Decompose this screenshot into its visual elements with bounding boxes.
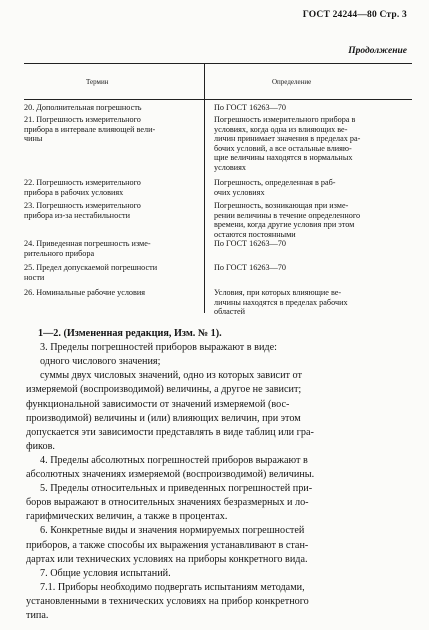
body-line: 7.1. Приборы необходимо подвергать испытаниям методами,: [40, 581, 305, 593]
term-line: чины: [24, 134, 43, 144]
page-header: ГОСТ 24244—80 Стр. 3: [302, 10, 407, 20]
definition-line: остаются постоянными: [214, 229, 296, 239]
table-row-term: [24, 288, 184, 298]
definition-line: Условия, при которых влияющие ве-: [214, 288, 342, 297]
term-line: прибора из-за нестабильности: [24, 210, 130, 220]
definition-line: рении величины в течение определенного: [214, 210, 361, 220]
definition-line: щие величины находятся в нормальных: [214, 153, 353, 163]
table-row-definition: [214, 263, 392, 273]
body-line: функциональной зависимости от значений измеряемой (вос-: [26, 398, 290, 410]
definition-line: условиях: [214, 162, 247, 172]
table-row-definition: [214, 178, 392, 197]
table-row-definition: [214, 201, 392, 239]
definition-line: По ГОСТ 16263—70: [214, 239, 286, 248]
table-row-term: [24, 201, 184, 220]
table-header-rule: [24, 99, 412, 100]
table-row-definition: [214, 239, 392, 249]
body-line: установленными в технических условиях на прибор конкретного: [26, 595, 309, 607]
term-line: ности: [24, 272, 45, 282]
body-line: измеряемой (воспроизводимой) величины, а другое не зависит;: [26, 384, 302, 396]
amendment-note: 1—2. (Измененная редакция, Изм. № 1).: [38, 328, 222, 339]
table-row-term: [24, 178, 184, 197]
term-line: 25. Предел допускаемой погрешности: [24, 263, 158, 272]
definition-line: областей: [214, 307, 246, 317]
definition-line: очих условиях: [214, 187, 265, 197]
definition-line: времени, когда другие условия при этом: [214, 220, 355, 230]
definition-line: личины находятся в пределах рабочих: [214, 297, 348, 307]
body-line: типа.: [26, 610, 49, 621]
definition-line: По ГОСТ 16263—70: [214, 263, 286, 272]
body-line: производимой) величины и (или) влияющих величин, при этом: [26, 412, 301, 424]
body-line: боров выражают в относительных значениях безразмерных и ло-: [26, 497, 309, 509]
term-line: прибора в рабочих условиях: [24, 187, 124, 197]
term-line: 22. Погрешность измерительного: [24, 178, 141, 187]
definition-line: Погрешность, определенная в раб-: [214, 178, 336, 187]
term-line: рительного прибора: [24, 248, 95, 258]
body-line: одного числового значения;: [40, 356, 161, 368]
body-line: 3. Пределы погрешностей приборов выражают в виде:: [40, 342, 277, 354]
body-line: 7. Общие условия испытаний.: [40, 567, 171, 579]
continuation-label: Продолжение: [348, 46, 407, 56]
table-row-term: [24, 103, 184, 113]
definition-line: По ГОСТ 16263—70: [214, 103, 286, 112]
body-line: 5. Пределы относительных и приведенных погрешностей при-: [40, 483, 313, 495]
body-line: 6. Конкретные виды и значения нормируемых погрешностей: [40, 525, 305, 537]
table-top-rule: [24, 63, 412, 64]
body-line: дартах или технических условиях на приборы конкретного вида.: [26, 553, 308, 565]
body-line: фиков.: [26, 440, 55, 452]
body-line: допускается эти зависимости представлять в виде таблиц или гра-: [26, 426, 314, 438]
column-header-definition: Определение: [272, 78, 312, 86]
term-line: прибора в интервале влияющей вели-: [24, 124, 156, 134]
definition-line: бочих условий, а все остальные влияю-: [214, 143, 352, 153]
table-row-definition: [214, 103, 392, 113]
table-row-term: [24, 239, 184, 258]
term-line: 23. Погрешность измерительного: [24, 201, 141, 210]
term-line: 20. Дополнительная погрешность: [24, 103, 142, 112]
body-line: 4. Пределы абсолютных погрешностей приборов выражают в: [40, 454, 308, 466]
term-line: 21. Погрешность измерительного: [24, 115, 141, 124]
body-line: абсолютных значениях измеряемой (воспроизводимой) величины.: [26, 469, 315, 480]
column-header-term: Термин: [86, 78, 109, 86]
table-row-term: [24, 263, 184, 282]
body-line: гарифмических величин, а также в процентах.: [26, 511, 228, 523]
body-line: суммы двух числовых значений, одно из которых зависит от: [40, 370, 302, 382]
term-line: 24. Приведенная погрешность изме-: [24, 239, 151, 248]
table-column-divider: [204, 63, 205, 313]
body-line: приборов, а также способы их выражения устанавливают в стан-: [26, 539, 309, 551]
definition-line: условиях, когда одна из влияющих ве-: [214, 124, 348, 134]
definition-line: Погрешность измерительного прибора в: [214, 115, 356, 124]
table-row-definition: [214, 115, 392, 173]
definition-line: Погрешность, возникающая при изме-: [214, 201, 349, 210]
term-line: 26. Номинальные рабочие условия: [24, 288, 146, 297]
table-row-definition: [214, 288, 392, 317]
table-row-term: [24, 115, 184, 144]
definition-line: личин принимает значения в пределах ра-: [214, 134, 361, 144]
